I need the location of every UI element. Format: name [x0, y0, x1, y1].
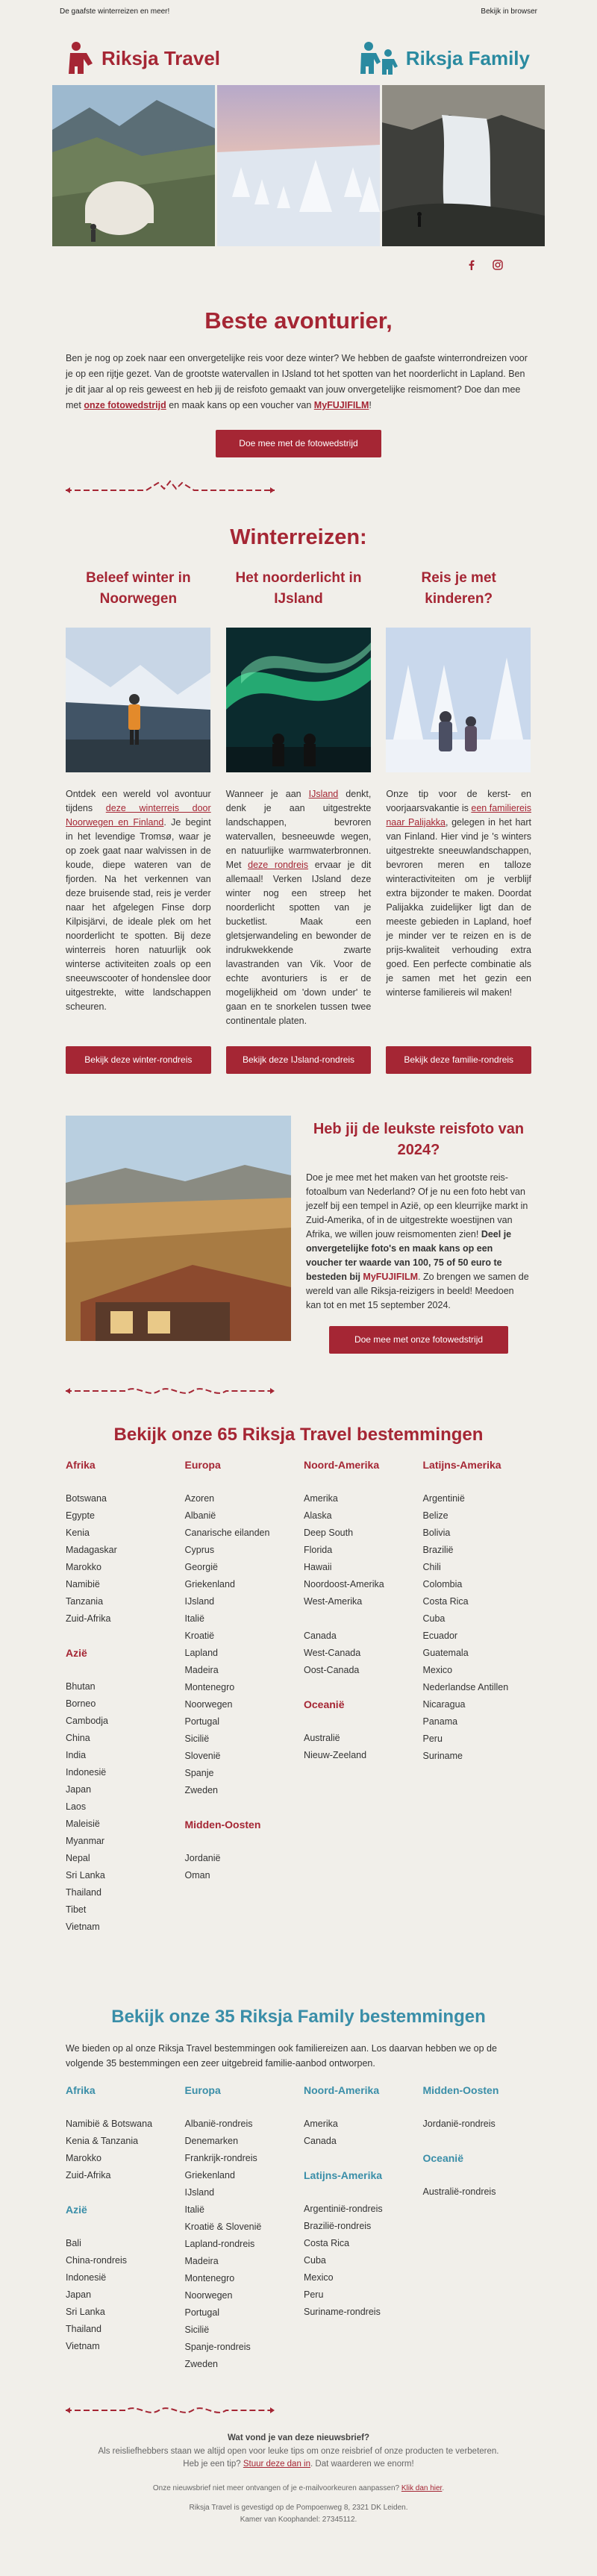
- destination-column: [185, 1459, 294, 1936]
- destination-link[interactable]: Marokko: [66, 2153, 101, 2163]
- destination-link[interactable]: Australië-rondreis: [422, 2186, 496, 2197]
- destination-link[interactable]: Japan: [66, 2289, 92, 2300]
- feedback-line-1: Als reisliefhebbers staan we altijd open voor leuke tips om onze reisbrief of onze producten te verbeteren.: [98, 2447, 499, 2456]
- destination-link[interactable]: Colombia: [422, 1579, 463, 1589]
- destination-link[interactable]: Belize: [422, 1510, 448, 1521]
- trip-title: Het noorderlicht in IJsland: [235, 570, 362, 607]
- destination-link[interactable]: Costa Rica: [422, 1596, 469, 1607]
- destination-link[interactable]: Oost-Canada: [304, 1665, 360, 1675]
- winter-trips-columns: [66, 568, 531, 1074]
- destination-link[interactable]: Argentinië-rondreis: [304, 2204, 383, 2214]
- riksja-family-logo[interactable]: [360, 41, 530, 75]
- section-title-winterreizen: Winterreizen:: [230, 525, 367, 549]
- destination-link[interactable]: Hawaii: [304, 1562, 332, 1572]
- trip-description: Ontdek een wereld vol avontuur tijdens deze winterreis door Noorwegen en Finland. Je begint in het levendige Tromsø, waar je op zoek gaat naar walvissen in de koude, diepe wateren van de fjorden. Na het verkennen van deze bruisende stad, reis je verder naar het afgelegen Finse dorp Kilpisjärvi, de ideale plek om het noorderlicht te spotten. Bij deze winterreis horen natuurlijk ook winterse activiteiten zoals op een sneeuwscooter of hondenslee door uitgestrekte, witte landschappen scheuren.: [66, 789, 211, 1012]
- greeting-heading: Beste avonturier,: [204, 307, 393, 334]
- destination-link[interactable]: Thailand: [66, 2324, 101, 2334]
- destination-link[interactable]: Tanzania: [66, 1596, 104, 1607]
- destination-link[interactable]: Alaska: [304, 1510, 332, 1521]
- destination-link[interactable]: Japan: [66, 1784, 92, 1795]
- photo-contest-link[interactable]: onze fotowedstrijd: [84, 400, 166, 410]
- facebook-icon[interactable]: [467, 260, 476, 282]
- trip-description: Wanneer je aan IJsland denkt, denk je aan uitgestrekte landschappen, bevroren watervallen, besneeuwde wegen, en natuurlijke warmwaterbronnen. Met deze rondreis ervaar je dit allemaal! Verken IJsland deze winter nog een streep het noorderlicht spotten van je bucketlist. Maak een gletsjerwandeling en bewonder de indrukwekkende zwarte lavastranden van Vik. Voor de echte avonturiers is er de mogelijkheid om 'down under' te gaan en te snorkelen tussen twee continentale platen.: [225, 789, 372, 1026]
- region-heading[interactable]: Afrika: [66, 2084, 96, 2096]
- destination-link[interactable]: Madagaskar: [66, 1545, 117, 1555]
- view-family-trip-button[interactable]: Bekijk deze familie-rondreis: [386, 1046, 531, 1074]
- destination-list: [66, 2116, 175, 2184]
- feature-myfujifilm-link[interactable]: MyFUJIFILM: [363, 1272, 419, 1282]
- trip-card-iceland: [226, 568, 372, 1074]
- destination-link: [304, 1610, 413, 1628]
- destination-link[interactable]: Noordoost-Amerika: [304, 1579, 384, 1589]
- social-links: [52, 246, 545, 282]
- hero-image-snowy-forest: [217, 85, 380, 246]
- destination-link[interactable]: IJsland: [184, 2187, 215, 2198]
- destination-list: [423, 2183, 532, 2201]
- destination-link[interactable]: Madeira: [184, 1665, 219, 1675]
- region-heading[interactable]: Europa: [184, 1459, 221, 1471]
- destination-link[interactable]: Montenegro: [184, 1682, 235, 1692]
- trip-image-norway: [66, 628, 211, 772]
- destination-link[interactable]: Canada: [304, 1631, 337, 1641]
- destination-link[interactable]: Laos: [66, 1801, 87, 1812]
- destination-link[interactable]: Kenia: [66, 1528, 90, 1538]
- destination-link[interactable]: Sicilië: [184, 1734, 210, 1744]
- destination-link[interactable]: Zweden: [184, 2359, 218, 2369]
- destination-link[interactable]: Argentinië: [422, 1493, 465, 1504]
- logo-header: [52, 21, 545, 85]
- unsubscribe-link[interactable]: Klik dan hier: [401, 2484, 443, 2492]
- destination-link[interactable]: Florida: [304, 1545, 333, 1555]
- destination-link[interactable]: West-Canada: [304, 1648, 361, 1658]
- destination-link[interactable]: Australië: [304, 1733, 340, 1743]
- trip-card-family: [386, 568, 531, 1074]
- feature-title: Heb jij de leukste reisfoto van 2024?: [313, 1121, 525, 1158]
- destination-link[interactable]: Sri Lanka: [66, 2307, 105, 2317]
- footer: [66, 2433, 531, 2526]
- destination-link[interactable]: Mexico: [422, 1665, 453, 1675]
- destination-link[interactable]: Italië: [184, 2204, 204, 2215]
- family-destinations-title: Bekijk onze 35 Riksja Family bestemmingen: [111, 2007, 486, 2027]
- trip-image-northern-lights: [226, 628, 372, 772]
- region-heading[interactable]: Midden-Oosten: [422, 2084, 499, 2096]
- destination-link[interactable]: Thailand: [66, 1887, 101, 1898]
- destination-list: [185, 1490, 294, 1799]
- destination-link[interactable]: Amerika: [304, 1493, 338, 1504]
- destination-column: [185, 2084, 294, 2373]
- destination-link[interactable]: Namibië & Botswana: [66, 2119, 153, 2129]
- destination-list: [66, 1678, 175, 1936]
- trip-title: Reis je met kinderen?: [421, 570, 496, 607]
- destination-link[interactable]: Canarische eilanden: [184, 1528, 270, 1538]
- destination-link[interactable]: IJsland: [184, 1596, 215, 1607]
- destination-link[interactable]: Nepal: [66, 1853, 90, 1863]
- destination-link[interactable]: Noorwegen: [184, 1699, 233, 1710]
- destination-list: [66, 1490, 175, 1628]
- destination-link[interactable]: Portugal: [184, 2307, 220, 2318]
- destination-link[interactable]: Lapland: [184, 1648, 218, 1658]
- destination-link[interactable]: Suriname-rondreis: [304, 2307, 381, 2317]
- section-divider: [66, 1966, 275, 1988]
- destination-link[interactable]: Tibet: [66, 1904, 87, 1915]
- intro-paragraph: Ben je nog op zoek naar een onvergetelijke reis voor deze winter? We hebben de gaafste winterrondreizen voor je op een rijtje gezet. Van de grootste watervallen in IJsland tot het spotten van het noorderlicht in Lapland. Ben je dit jaar al op reis geweest en heb jij de reisfoto gemaakt van jouw onvergetelijke reismoment? Doe dan mee met onze fotowedstrijd en maak kans op een voucher van MyFUJIFILM!: [66, 353, 528, 410]
- destination-link[interactable]: Cuba: [304, 2255, 326, 2266]
- top-bar: [60, 0, 537, 21]
- destination-list: [185, 2116, 294, 2373]
- destination-link[interactable]: Denemarken: [184, 2136, 239, 2146]
- travel-destinations-title: Bekijk onze 65 Riksja Travel bestemmingen: [113, 1425, 484, 1445]
- photo-contest-feature: [66, 1116, 531, 1354]
- destination-link[interactable]: Amerika: [304, 2119, 338, 2129]
- destination-link[interactable]: Brazilië: [422, 1545, 454, 1555]
- region-heading[interactable]: Europa: [184, 2084, 221, 2096]
- region-heading[interactable]: Afrika: [66, 1459, 96, 1471]
- destination-link[interactable]: India: [66, 1750, 87, 1760]
- destination-link[interactable]: Canada: [304, 2136, 337, 2146]
- destination-list: [304, 1730, 413, 1764]
- norway-finland-trip-link[interactable]: deze winterreis door Noorwegen en Finland: [66, 803, 211, 828]
- destination-link[interactable]: Peru: [422, 1734, 443, 1744]
- destination-link[interactable]: Zuid-Afrika: [66, 2170, 111, 2180]
- destination-link[interactable]: Deep South: [304, 1528, 354, 1538]
- region-heading[interactable]: Oceanië: [422, 2152, 463, 2164]
- destination-link[interactable]: Guatemala: [422, 1648, 469, 1658]
- destination-link[interactable]: Myanmar: [66, 1836, 105, 1846]
- trip-description: Onze tip voor de kerst- en voorjaarsvakantie is een familiereis naar Palijakka, gelegen in het hart van Finland. Hier vind je 's winters uitgestrekte sneeuwlandschappen, bevroren meren en talloze winteractiviteiten om je verblijf extra bijzonder te maken. Doordat Palijakka zuidelijker ligt dan de meeste gebieden in Lapland, hoef je minder ver te reizen en is de prijs-kwaliteit verhouding extra goed. Een perfecte combinatie als je samen met het gezin een winterse familiereis wil maken!: [386, 789, 532, 998]
- destination-link[interactable]: Lapland-rondreis: [184, 2239, 255, 2249]
- trip-card-norway: [66, 568, 211, 1074]
- destination-link[interactable]: Brazilië-rondreis: [304, 2221, 372, 2231]
- destination-link[interactable]: Madeira: [184, 2256, 219, 2266]
- destination-link[interactable]: Bolivia: [422, 1528, 451, 1538]
- destination-link[interactable]: China: [66, 1733, 90, 1743]
- destination-link[interactable]: Cuba: [422, 1613, 446, 1624]
- destination-link[interactable]: Maleisië: [66, 1819, 100, 1829]
- family-destinations-intro: We bieden op al onze Riksja Travel bestemmingen ook familiereizen aan. Los daarvan hebben we op de volgende 35 bestemmingen een zeer uitgebreid familie-aanbod ontworpen.: [66, 2043, 497, 2069]
- destination-link[interactable]: Indonesië: [66, 1767, 107, 1778]
- send-tip-link[interactable]: Stuur deze dan in: [243, 2460, 310, 2469]
- destination-link[interactable]: Azoren: [184, 1493, 215, 1504]
- destination-column: [66, 1459, 175, 1936]
- destination-link[interactable]: Vietnam: [66, 1922, 100, 1932]
- feature-image-desert-lodge: [66, 1116, 291, 1341]
- section-divider: [66, 475, 275, 505]
- destination-link[interactable]: Costa Rica: [304, 2238, 350, 2248]
- trip-title: Beleef winter in Noorwegen: [86, 570, 191, 607]
- destination-column: [304, 2084, 413, 2373]
- destination-link[interactable]: Bhutan: [66, 1681, 96, 1692]
- destination-link[interactable]: Zuid-Afrika: [66, 1613, 111, 1624]
- feedback-line-2: Heb je een tip? Stuur deze dan in. Dat waarderen we enorm!: [183, 2460, 414, 2469]
- palijakka-family-trip-link[interactable]: een familiereis naar Palijakka: [386, 803, 532, 828]
- destination-link[interactable]: Nicaragua: [422, 1699, 466, 1710]
- destination-link[interactable]: Peru: [304, 2289, 324, 2300]
- destination-column: [304, 1459, 413, 1936]
- destination-link[interactable]: Nieuw-Zeeland: [304, 1750, 367, 1760]
- destination-column: [423, 2084, 532, 2373]
- destination-list: [304, 2116, 413, 2150]
- region-heading[interactable]: Noord-Amerika: [304, 2084, 380, 2096]
- destination-link[interactable]: Vietnam: [66, 2341, 100, 2351]
- region-heading[interactable]: Latijns-Amerika: [422, 1459, 501, 1471]
- destination-link[interactable]: Kenia & Tanzania: [66, 2136, 139, 2146]
- destination-link[interactable]: Indonesië: [66, 2272, 107, 2283]
- destination-link[interactable]: Georgië: [184, 1562, 218, 1572]
- region-heading[interactable]: Noord-Amerika: [304, 1459, 380, 1471]
- destination-column: [66, 2084, 175, 2373]
- section-divider: [66, 2395, 275, 2425]
- destination-link[interactable]: Griekenland: [184, 1579, 235, 1589]
- section-divider: [66, 1376, 275, 1406]
- destination-link[interactable]: Zweden: [184, 1785, 218, 1795]
- destination-link[interactable]: China-rondreis: [66, 2255, 127, 2266]
- destination-link[interactable]: Mexico: [304, 2272, 334, 2283]
- region-heading[interactable]: Azië: [66, 1647, 87, 1659]
- view-iceland-trip-button[interactable]: Bekijk deze IJsland-rondreis: [226, 1046, 372, 1074]
- destination-link[interactable]: Egypte: [66, 1510, 95, 1521]
- destination-link[interactable]: Nederlandse Antillen: [422, 1682, 509, 1692]
- destination-link[interactable]: Slovenië: [184, 1751, 221, 1761]
- hero-image-strip: [52, 85, 545, 246]
- destination-link[interactable]: Kroatië & Slovenië: [184, 2222, 262, 2232]
- region-heading[interactable]: Azië: [66, 2204, 87, 2216]
- region-heading[interactable]: Oceanië: [304, 1698, 345, 1710]
- destination-link[interactable]: Cyprus: [184, 1545, 215, 1555]
- destination-link[interactable]: Kroatië: [184, 1631, 215, 1641]
- riksja-travel-logo[interactable]: [69, 41, 220, 75]
- destination-link[interactable]: Griekenland: [184, 2170, 235, 2180]
- destination-link[interactable]: Chili: [422, 1562, 441, 1572]
- destination-link[interactable]: Portugal: [184, 1716, 220, 1727]
- destination-list: [304, 1490, 413, 1679]
- destination-link[interactable]: Spanje-rondreis: [184, 2342, 251, 2352]
- iceland-link[interactable]: IJsland: [308, 789, 339, 799]
- unsubscribe-line: Onze nieuwsbrief niet meer ontvangen of je e-mailvoorkeuren aanpassen? Klik dan hier.: [152, 2484, 445, 2492]
- destination-link[interactable]: Namibië: [66, 1579, 100, 1589]
- hero-image-dome-mountains: [52, 85, 215, 246]
- destination-list: [304, 2201, 413, 2321]
- destination-link[interactable]: Ecuador: [422, 1631, 458, 1641]
- photo-contest-button[interactable]: Doe mee met de fotowedstrijd: [216, 430, 381, 457]
- destination-link[interactable]: Suriname: [422, 1751, 463, 1761]
- family-logo-text: Riksja Family: [405, 46, 530, 69]
- travel-figure-icon: [69, 41, 94, 75]
- destination-list: [185, 1850, 294, 1884]
- hero-image-waterfall: [382, 85, 545, 246]
- destination-link[interactable]: West-Amerika: [304, 1596, 363, 1607]
- destination-link[interactable]: Frankrijk-rondreis: [184, 2153, 257, 2163]
- company-address: Riksja Travel is gevestigd op de Pompoenweg 8, 2321 DK Leiden.: [189, 2504, 408, 2512]
- family-figures-icon: [360, 41, 398, 75]
- company-registration: Kamer van Koophandel: 27345112.: [240, 2516, 357, 2524]
- myfujifilm-link[interactable]: MyFUJIFILM: [313, 400, 369, 410]
- trip-image-snowy-family: [386, 628, 531, 772]
- destination-link[interactable]: Botswana: [66, 1493, 107, 1504]
- preheader-text: De gaafste winterreizen en meer!: [60, 7, 170, 16]
- destination-link[interactable]: Noorwegen: [184, 2290, 233, 2301]
- region-heading[interactable]: Midden-Oosten: [184, 1819, 261, 1831]
- destination-link[interactable]: Sicilië: [184, 2325, 210, 2335]
- destination-link[interactable]: Oman: [184, 1870, 210, 1881]
- destination-list: [423, 2116, 532, 2133]
- destination-link[interactable]: Jordanië: [184, 1853, 221, 1863]
- destination-link[interactable]: Bali: [66, 2238, 81, 2248]
- destination-link[interactable]: Montenegro: [184, 2273, 235, 2283]
- destination-list: [423, 1490, 532, 1765]
- view-in-browser-link[interactable]: Bekijk in browser: [481, 7, 537, 16]
- destination-link[interactable]: Albanië-rondreis: [184, 2119, 253, 2129]
- destination-link[interactable]: Borneo: [66, 1698, 96, 1709]
- destination-link[interactable]: Sri Lanka: [66, 1870, 105, 1881]
- family-destinations-grid: [66, 2084, 531, 2373]
- destination-link[interactable]: Panama: [422, 1716, 458, 1727]
- join-photo-contest-button[interactable]: Doe mee met onze fotowedstrijd: [329, 1326, 508, 1354]
- destination-link[interactable]: Italië: [184, 1613, 204, 1624]
- iceland-trip-link[interactable]: deze rondreis: [248, 860, 309, 870]
- feedback-question: Wat vond je van deze nieuwsbrief?: [228, 2433, 369, 2442]
- destination-link[interactable]: Jordanië-rondreis: [422, 2119, 496, 2129]
- destination-link[interactable]: Spanje: [184, 1768, 214, 1778]
- destination-column: [423, 1459, 532, 1936]
- instagram-icon[interactable]: [493, 260, 503, 282]
- region-heading[interactable]: Latijns-Amerika: [304, 2169, 383, 2181]
- destination-link[interactable]: Albanië: [184, 1510, 216, 1521]
- destination-list: [66, 2235, 175, 2355]
- travel-destinations-grid: [66, 1459, 531, 1936]
- destination-link[interactable]: Marokko: [66, 1562, 101, 1572]
- destination-link[interactable]: Cambodja: [66, 1716, 108, 1726]
- travel-logo-text: Riksja Travel: [101, 46, 220, 69]
- view-winter-trip-button[interactable]: Bekijk deze winter-rondreis: [66, 1046, 211, 1074]
- feature-description: Doe je mee met het maken van het grootste reis-fotoalbum van Nederland? Of je nu een foto hebt van jezelf bij een tempel in Azië, op een kleurrijke markt in Zuid-Amerika, of in de uitgestrekte woestijnen van Afrika, we willen jouw reismomenten zien! Deel je onvergetelijke foto's en maak kans op een voucher ter waarde van 100, 75 of 50 euro te besteden bij MyFUJIFILM. Zo brengen we samen de wereld van alle Riksja-reizigers in beeld! Meedoen kan tot en met 15 september 2024.: [306, 1172, 529, 1310]
